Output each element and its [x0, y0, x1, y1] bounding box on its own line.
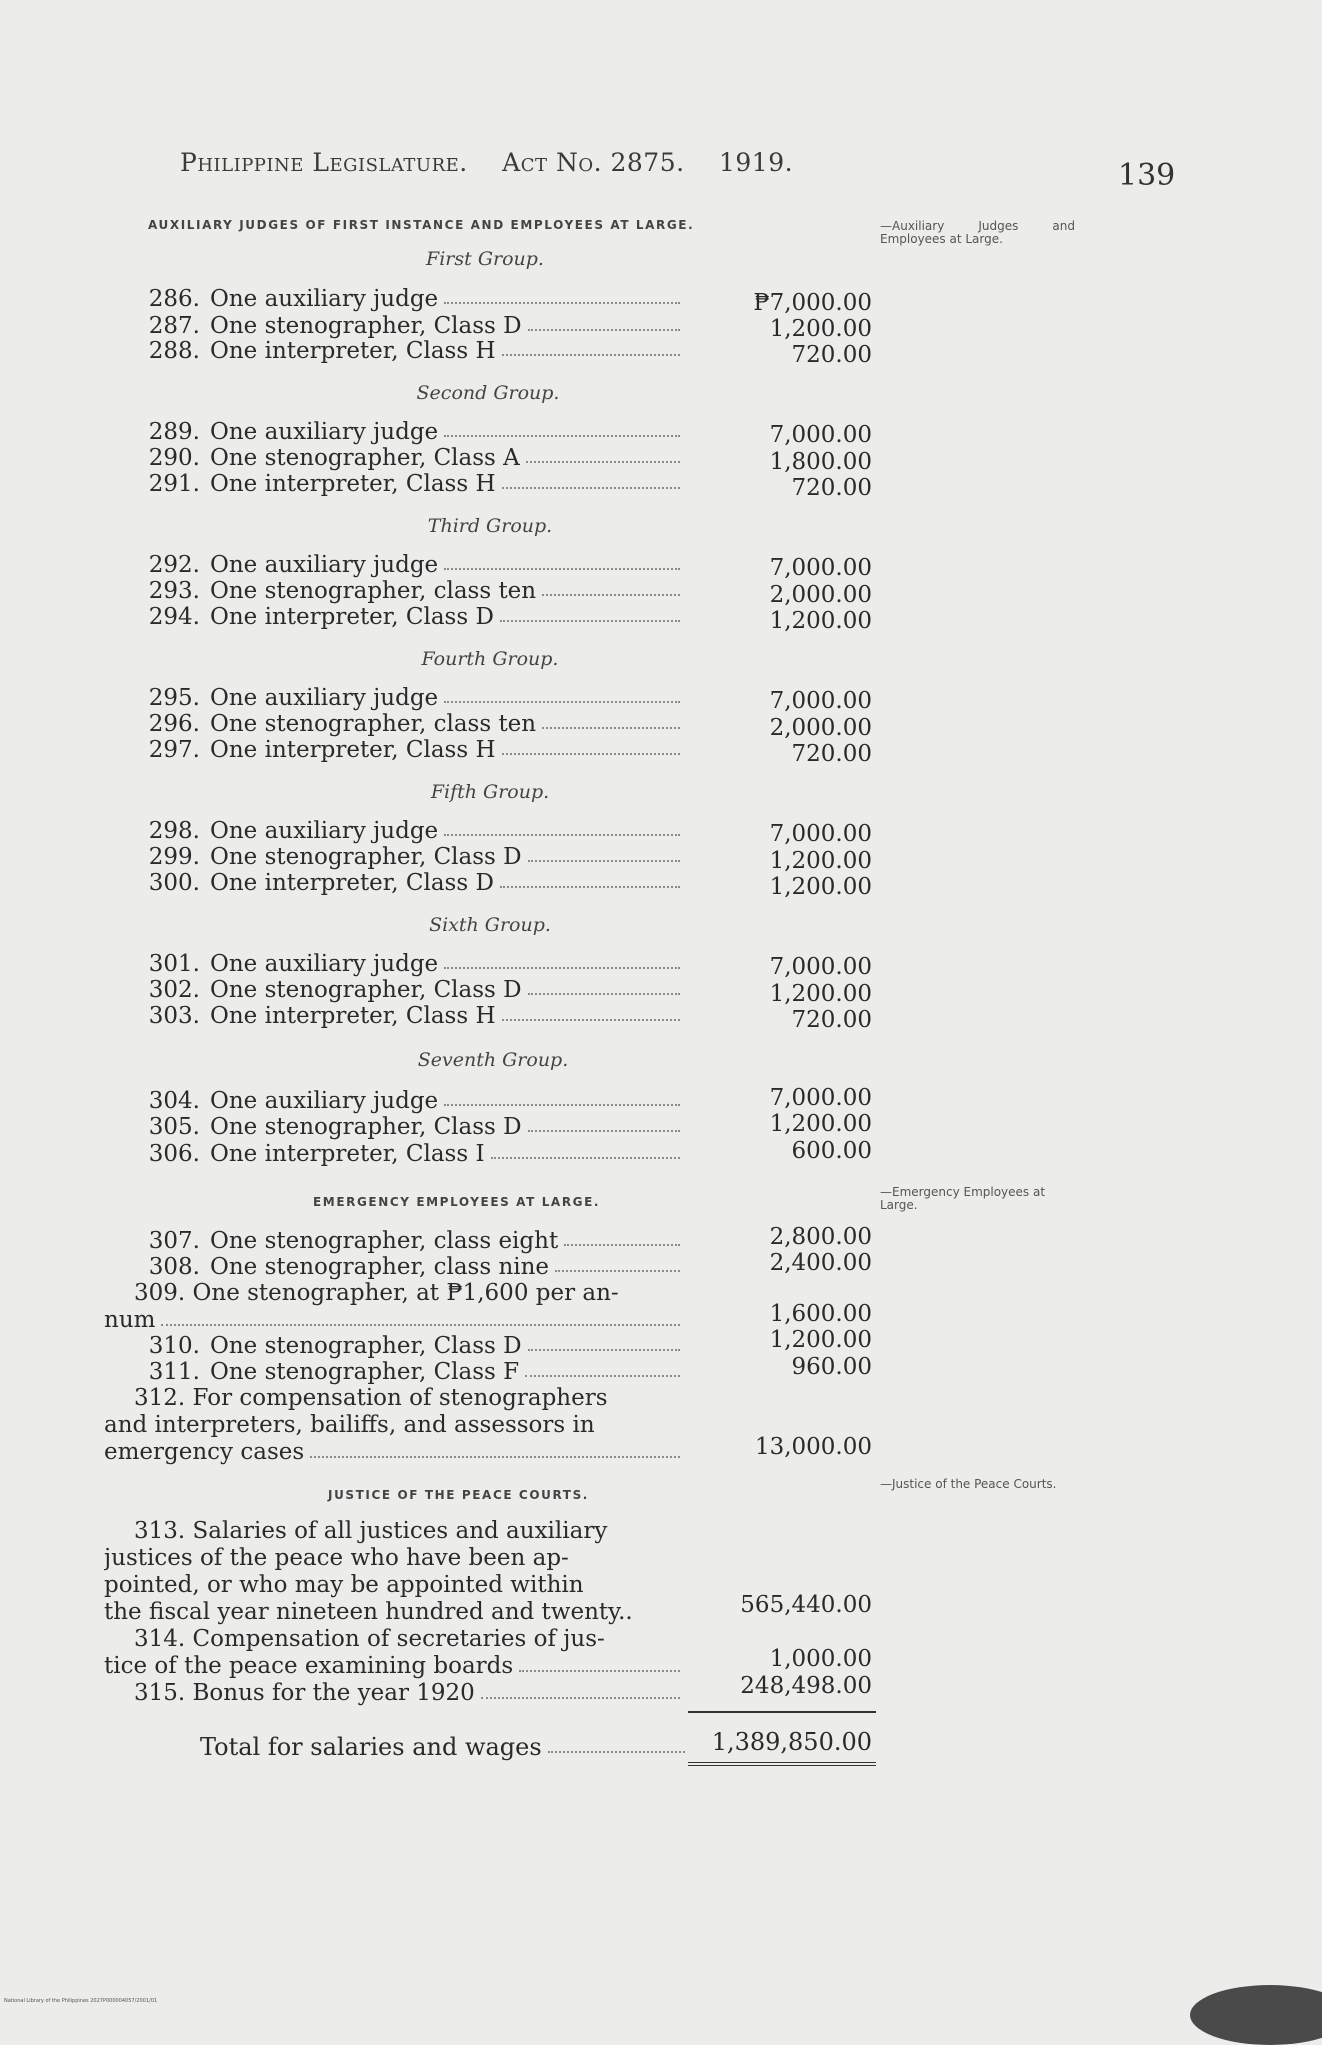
item-text-line: and interpreters, bailiffs, and assessors in	[104, 1412, 595, 1438]
group-heading: Seventh Group.	[417, 1049, 569, 1071]
item-number: 294.	[148, 604, 200, 630]
item-amount: 565,440.00	[740, 1592, 872, 1618]
list-item	[130, 1088, 680, 1114]
item-text: One stenographer, Class D	[210, 1333, 522, 1359]
total-amount: 1,389,850.00	[711, 1728, 872, 1756]
item-number: 292.	[148, 552, 200, 578]
dot-leader	[502, 753, 680, 755]
dot-leader	[542, 594, 680, 596]
item-amount: 2,000.00	[769, 582, 872, 608]
list-item	[130, 1114, 680, 1140]
list-item	[104, 1518, 680, 1626]
item-text: One auxiliary judge	[210, 419, 439, 445]
running-head-act: Act No. 2875.	[502, 148, 685, 177]
item-text: One interpreter, Class H	[210, 471, 496, 497]
item-text: One interpreter, Class D	[210, 604, 494, 630]
item-text: One auxiliary judge	[210, 1088, 439, 1114]
item-amount: 2,000.00	[769, 715, 872, 741]
item-text: One stenographer, Class A	[210, 445, 520, 471]
item-text-line	[104, 1680, 680, 1707]
running-head-legislature: Philippine Legislature.	[180, 148, 468, 177]
item-text: One stenographer, class eight	[210, 1228, 559, 1254]
item-amount: 13,000.00	[754, 1434, 872, 1460]
list-item	[130, 1359, 680, 1385]
item-number: 301.	[148, 951, 200, 977]
dot-leader	[502, 354, 680, 356]
item-amount: 1,600.00	[769, 1301, 872, 1327]
list-item	[130, 951, 680, 977]
section-heading-emergency: EMERGENCY EMPLOYEES AT LARGE.	[313, 1195, 601, 1209]
section-heading-auxiliary: AUXILIARY JUDGES OF FIRST INSTANCE AND EMPLOYEES AT LARGE.	[148, 218, 695, 232]
item-number: 297.	[148, 737, 200, 763]
item-number: 288.	[148, 338, 200, 364]
dot-leader	[528, 329, 680, 331]
item-amount: 7,000.00	[769, 688, 872, 714]
item-amount: 7,000.00	[769, 422, 872, 448]
group-heading: Third Group.	[427, 515, 553, 537]
item-text: One stenographer, Class D	[210, 1114, 522, 1140]
dot-leader	[161, 1324, 680, 1326]
item-text: One auxiliary judge	[210, 818, 439, 844]
item-amount: 1,000.00	[769, 1646, 872, 1672]
list-item	[130, 1254, 680, 1280]
group-heading: Fourth Group.	[421, 648, 559, 670]
group-heading: Second Group.	[416, 382, 560, 404]
list-item	[130, 685, 680, 711]
list-item	[130, 711, 680, 737]
dot-leader	[525, 1375, 680, 1377]
list-item	[130, 471, 680, 497]
item-amount: 1,800.00	[769, 449, 872, 475]
item-text: One auxiliary judge	[210, 552, 439, 578]
item-amount: 2,400.00	[769, 1250, 872, 1276]
item-text: One stenographer, class ten	[210, 578, 537, 604]
dot-leader	[555, 1270, 680, 1272]
dot-leader	[481, 1697, 680, 1699]
dot-leader	[310, 1456, 680, 1458]
item-amount: 7,000.00	[769, 555, 872, 581]
item-text-line-text: 315. Bonus for the year 1920	[134, 1680, 475, 1706]
item-text: One interpreter, Class H	[210, 338, 496, 364]
item-number: 310.	[148, 1333, 200, 1359]
item-number: 296.	[148, 711, 200, 737]
running-head	[180, 148, 819, 177]
section-heading-justice: JUSTICE OF THE PEACE COURTS.	[328, 1488, 589, 1502]
item-text-line: the fiscal year nineteen hundred and twenty..	[104, 1599, 633, 1625]
item-text-line-text: num	[104, 1307, 156, 1333]
item-text-line: 312. For compensation of stenographers	[134, 1385, 608, 1411]
dot-leader	[444, 834, 680, 836]
list-item	[130, 313, 680, 339]
list-item	[130, 419, 680, 445]
item-amount: 720.00	[791, 741, 872, 767]
total-row	[200, 1733, 685, 1761]
item-text: One interpreter, Class H	[210, 737, 496, 763]
list-item	[130, 1228, 680, 1254]
item-amount: 720.00	[791, 342, 872, 368]
list-item	[130, 578, 680, 604]
dot-leader	[444, 302, 680, 304]
item-amount: 1,200.00	[769, 316, 872, 342]
item-amount: 720.00	[791, 475, 872, 501]
list-item	[130, 1333, 680, 1359]
item-text-line: 314. Compensation of secretaries of jus-	[134, 1626, 605, 1652]
item-text: One auxiliary judge	[210, 951, 439, 977]
item-text: One interpreter, Class I	[210, 1141, 485, 1167]
item-amount: 1,200.00	[769, 981, 872, 1007]
item-number: 287.	[148, 313, 200, 339]
dot-leader	[444, 1104, 680, 1106]
margin-note-justice: —Justice of the Peace Courts.	[880, 1477, 1057, 1491]
list-item	[130, 552, 680, 578]
dot-leader	[542, 727, 680, 729]
list-item	[130, 977, 680, 1003]
list-item	[104, 1680, 680, 1707]
running-head-year: 1919.	[719, 148, 794, 177]
item-number: 299.	[148, 844, 200, 870]
dot-leader	[500, 886, 680, 888]
scan-corner-shadow	[1190, 1985, 1322, 2045]
item-amount: 720.00	[791, 1007, 872, 1033]
item-number: 295.	[148, 685, 200, 711]
item-text-line	[104, 1653, 680, 1680]
group-heading: First Group.	[426, 248, 544, 270]
item-amount: ₱7,000.00	[753, 290, 872, 316]
item-text: One auxiliary judge	[210, 286, 439, 312]
item-amount: 7,000.00	[769, 1085, 872, 1111]
item-amount: 960.00	[791, 1354, 872, 1380]
item-number: 305.	[148, 1114, 200, 1140]
list-item	[130, 338, 680, 364]
item-number: 290.	[148, 445, 200, 471]
item-text-line-text: tice of the peace examining boards	[104, 1653, 514, 1679]
item-text-line	[104, 1439, 680, 1466]
item-number: 303.	[148, 1003, 200, 1029]
dot-leader	[564, 1244, 680, 1246]
item-amount: 7,000.00	[769, 821, 872, 847]
total-label: Total for salaries and wages	[200, 1733, 542, 1761]
dot-leader	[528, 1130, 680, 1132]
list-item	[104, 1280, 680, 1334]
item-amount: 1,200.00	[769, 1327, 872, 1353]
item-number: 304.	[148, 1088, 200, 1114]
item-amount: 600.00	[791, 1138, 872, 1164]
item-number: 289.	[148, 419, 200, 445]
list-item	[130, 737, 680, 763]
item-text: One stenographer, class nine	[210, 1254, 550, 1280]
item-number: 302.	[148, 977, 200, 1003]
margin-note-auxiliary: —Auxiliary Judges and Employees at Large.	[880, 219, 1075, 246]
item-number: 308.	[148, 1254, 200, 1280]
dot-leader	[444, 568, 680, 570]
item-amount: 7,000.00	[769, 954, 872, 980]
dot-leader	[502, 487, 680, 489]
item-number: 286.	[148, 286, 200, 312]
item-text: One stenographer, class ten	[210, 711, 537, 737]
group-heading: Fifth Group.	[430, 781, 550, 803]
item-amount: 248,498.00	[740, 1673, 872, 1699]
item-text-line	[104, 1307, 680, 1334]
list-item	[130, 870, 680, 896]
item-text-line: justices of the peace who have been ap-	[104, 1545, 569, 1571]
item-text: One auxiliary judge	[210, 685, 439, 711]
item-text: One stenographer, Class F	[210, 1359, 520, 1385]
dot-leader	[519, 1670, 680, 1672]
item-text: One interpreter, Class H	[210, 1003, 496, 1029]
list-item	[130, 1003, 680, 1029]
list-item	[130, 1141, 680, 1167]
footer-credit: National Library of the Philippines 2027P000004057/2001/01	[4, 1998, 158, 2004]
sum-rule	[688, 1711, 876, 1713]
dot-leader	[528, 1349, 680, 1351]
item-amount: 1,200.00	[769, 848, 872, 874]
list-item	[130, 844, 680, 870]
dot-leader	[444, 435, 680, 437]
dot-leader	[528, 860, 680, 862]
item-number: 293.	[148, 578, 200, 604]
list-item	[130, 445, 680, 471]
item-number: 300.	[148, 870, 200, 896]
item-text-line-text: emergency cases	[104, 1439, 305, 1465]
item-text-line: 313. Salaries of all justices and auxiliary	[134, 1518, 608, 1544]
item-amount: 1,200.00	[769, 608, 872, 634]
dot-leader	[444, 967, 680, 969]
list-item	[104, 1626, 680, 1680]
item-text: One interpreter, Class D	[210, 870, 494, 896]
dot-leader	[528, 993, 680, 995]
item-text-line: 309. One stenographer, at ₱1,600 per an-	[134, 1280, 619, 1306]
list-item	[130, 286, 680, 312]
item-text: One stenographer, Class D	[210, 977, 522, 1003]
dot-leader	[491, 1157, 680, 1159]
item-amount: 2,800.00	[769, 1224, 872, 1250]
item-amount: 1,200.00	[769, 874, 872, 900]
item-text: One stenographer, Class D	[210, 313, 522, 339]
list-item	[130, 818, 680, 844]
dot-leader	[500, 620, 680, 622]
item-text: One stenographer, Class D	[210, 844, 522, 870]
item-amount: 1,200.00	[769, 1111, 872, 1137]
dot-leader	[526, 461, 680, 463]
dot-leader	[502, 1019, 680, 1021]
list-item	[130, 604, 680, 630]
total-double-rule	[688, 1762, 876, 1766]
item-number: 291.	[148, 471, 200, 497]
item-number: 307.	[148, 1228, 200, 1254]
dot-leader	[444, 701, 680, 703]
item-number: 311.	[148, 1359, 200, 1385]
item-text-line: pointed, or who may be appointed within	[104, 1572, 584, 1598]
group-heading: Sixth Group.	[429, 914, 551, 936]
list-item	[104, 1385, 680, 1466]
item-number: 306.	[148, 1141, 200, 1167]
dot-leader	[548, 1751, 685, 1753]
page-number: 139	[1118, 158, 1176, 193]
item-number: 298.	[148, 818, 200, 844]
margin-note-emergency: —Emergency Employees at Large.	[880, 1185, 1046, 1212]
